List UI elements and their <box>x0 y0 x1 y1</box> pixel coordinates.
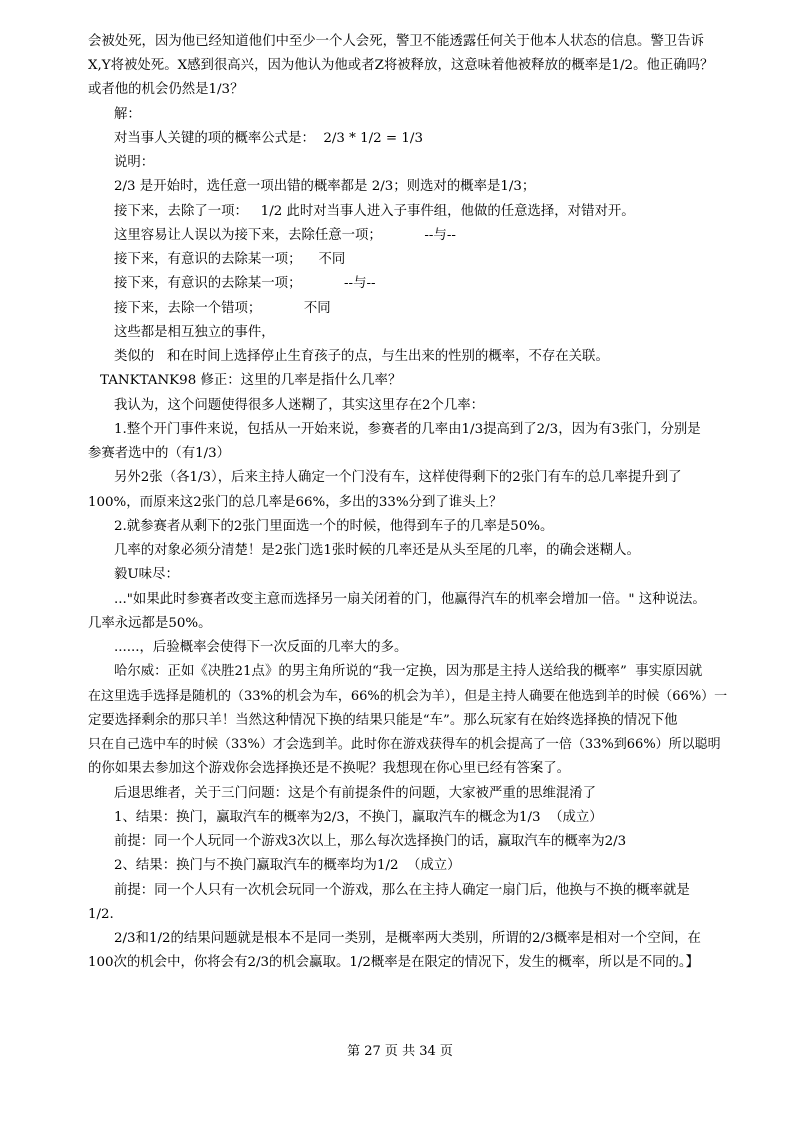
text-line: 2/3 是开始时，选任意一项出错的概率都是 2/3；则选对的概率是1/3； <box>114 179 536 194</box>
text-line: 的你如果去参加这个游戏你会选择换还是不换呢？我想现在你心里已经有答案了。 <box>88 761 571 776</box>
text-line: ..."如果此时参赛者改变主意而选择另一扇关闭着的门，他赢得汽车的机率会增加一倍。" 这种说法。 <box>114 592 706 607</box>
text-line: 接下来，有意识的去除某一项； 不同 <box>114 252 346 267</box>
text-line: 对当事人关键的项的概率公式是： 2/3 * 1/2 = 1/3 <box>114 131 423 146</box>
text-line: 前提：同一个人只有一次机会玩同一个游戏，那么在主持人确定一扇门后，他换与不换的概率就是 <box>114 883 690 898</box>
text-line: 这里容易让人误以为接下来，去除任意一项； --与-- <box>114 228 456 243</box>
text-line: 定要选择剩余的那只羊！当然这种情况下换的结果只能是“车”。那么玩家有在始终选择换的情况下他 <box>88 713 678 728</box>
text-line: 几率永远都是50%。 <box>88 616 212 631</box>
text-line: 只在自己选中车的时候（33%）才会选到羊。此时你在游戏获得车的机会提高了一倍（33%到66%）所以聪明 <box>88 737 721 752</box>
text-line: 100%，而原来这2张门的总几率是66%，多出的33%分到了谁头上？ <box>88 495 503 510</box>
text-line: 参赛者选中的（有1/3） <box>88 446 231 461</box>
text-line: 2.就参赛者从剩下的2张门里面选一个的时候，他得到车子的几率是50%。 <box>114 519 554 534</box>
text-line: 哈尔威：正如《决胜21点》的男主角所说的“我一定换，因为那是主持人送给我的概率” 事实原因就 <box>114 664 703 679</box>
text-line: 接下来，去除了一项： 1/2 此时对当事人进入子事件组，他做的任意选择，对错对开。 <box>114 204 635 219</box>
text-line: 接下来，去除一个错项； 不同 <box>114 301 331 316</box>
text-line: 1/2. <box>88 907 114 922</box>
text-line: 毅U味尽： <box>114 567 179 582</box>
text-line: 2、结果：换门与不换门赢取汽车的概率均为1/2 （成立） <box>114 858 461 873</box>
text-line: 1、结果：换门，赢取汽车的概率为2/3，不换门，赢取汽车的概念为1/3 （成立） <box>114 810 603 825</box>
text-line: 会被处死，因为他已经知道他们中至少一个人会死，警卫不能透露任何关于他本人状态的信息。警卫告诉 <box>88 34 704 49</box>
text-line: 在这里选手选择是随机的（33%的机会为车，66%的机会为羊），但是主持人确要在他选到羊的时候（66%）一 <box>88 689 728 704</box>
text-line: 我认为，这个问题使得很多人迷糊了，其实这里存在2个几率： <box>114 398 485 413</box>
text-line: 或者他的机会仍然是1/3？ <box>88 82 244 97</box>
text-line: 接下来，有意识的去除某一项； --与-- <box>114 276 376 291</box>
text-line: 后退思维者，关于三门问题：这是个有前提条件的问题，大家被严重的思维混淆了 <box>114 786 597 801</box>
text-line: 100次的机会中，你将会有2/3的机会赢取。1/2概率是在限定的情况下，发生的概率，所以是不同的。】 <box>88 955 699 970</box>
text-line: 说明： <box>114 155 155 170</box>
page-number-footer: 第 27 页 共 34 页 <box>347 1044 453 1059</box>
text-line: ......，后验概率会使得下一次反面的几率大的多。 <box>114 640 408 655</box>
text-line: 解： <box>114 107 141 122</box>
text-line: 类似的 和在时间上选择停止生育孩子的点，与生出来的性别的概率，不存在关联。 <box>114 349 609 364</box>
text-line: 几率的对象必须分清楚！是2张门选1张时候的几率还是从头至尾的几率，的确会迷糊人。 <box>114 543 640 558</box>
text-line: 另外2张（各1/3），后来主持人确定一个门没有车，这样使得剩下的2张门有车的总几率提升到了 <box>114 470 682 485</box>
text-line: 前提：同一个人玩同一个游戏3次以上，那么每次选择换门的话，赢取汽车的概率为2/3 <box>114 834 627 849</box>
text-line: X,Y将被处死。X感到很高兴，因为他认为他或者Z将被释放，这意味着他被释放的概率是1/2。他正确吗？ <box>88 58 714 73</box>
text-line: 这些都是相互独立的事件， <box>114 325 275 340</box>
text-line: 1.整个开门事件来说，包括从一开始来说，参赛者的几率由1/3提高到了2/3，因为有3张门，分别是 <box>114 422 701 437</box>
text-line: TANKTANK98 修正：这里的几率是指什么几率？ <box>100 373 402 388</box>
text-line: 2/3和1/2的结果问题就是根本不是同一类别，是概率两大类别，所谓的2/3概率是相对一个空间，在 <box>114 931 701 946</box>
